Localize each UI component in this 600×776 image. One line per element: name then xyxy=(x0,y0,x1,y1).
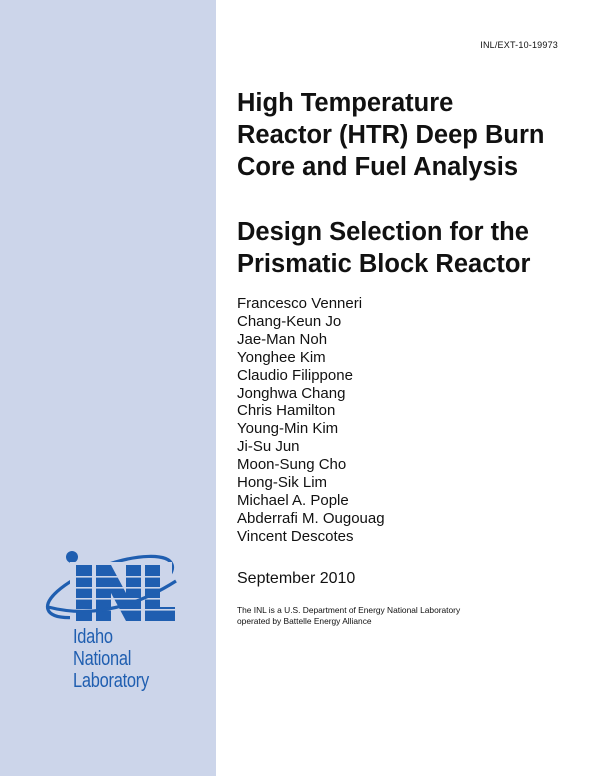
author-name: Ji-Su Jun xyxy=(237,438,300,456)
footnote-line: The INL is a U.S. Department of Energy National Laboratory xyxy=(237,605,461,615)
author-name: Claudio Filippone xyxy=(237,366,353,384)
logo-name-line: Laboratory xyxy=(73,670,149,692)
inl-logo-name xyxy=(73,626,169,692)
logo-name-line: Idaho National xyxy=(73,626,132,670)
author-name: Vincent Descotes xyxy=(237,527,354,545)
report-number: INL/EXT-10-19973 xyxy=(480,40,558,50)
publication-date: September 2010 xyxy=(237,570,356,587)
author-name: Jonghwa Chang xyxy=(237,384,346,402)
inl-logo xyxy=(40,545,190,692)
subtitle-line: Prismatic Block Reactor xyxy=(237,250,531,278)
title-line: Core and Fuel Analysis xyxy=(237,153,519,181)
author-name: Francesco Venneri xyxy=(237,295,363,312)
inl-logo-mark xyxy=(40,545,190,635)
author-name: Hong-Sik Lim xyxy=(237,474,328,492)
report-title xyxy=(237,87,589,183)
title-line: Reactor (HTR) Deep Burn xyxy=(237,121,545,149)
footnote-line: operated by Battelle Energy Alliance xyxy=(237,616,372,626)
author-name: Young-Min Kim xyxy=(237,420,339,438)
subtitle-line: Design Selection for the xyxy=(237,218,529,246)
lab-footnote xyxy=(237,605,460,627)
author-name: Michael A. Pople xyxy=(237,491,349,509)
author-name: Moon-Sung Cho xyxy=(237,456,347,474)
author-name: Jae-Man Noh xyxy=(237,330,328,348)
author-name: Chang-Keun Jo xyxy=(237,312,342,330)
author-name: Abderrafi M. Ougouag xyxy=(237,509,385,527)
author-list xyxy=(237,295,385,546)
author-name: Yonghee Kim xyxy=(237,348,326,366)
title-line: High Temperature xyxy=(237,89,454,117)
report-subtitle xyxy=(237,216,589,280)
author-name: Chris Hamilton xyxy=(237,402,336,420)
